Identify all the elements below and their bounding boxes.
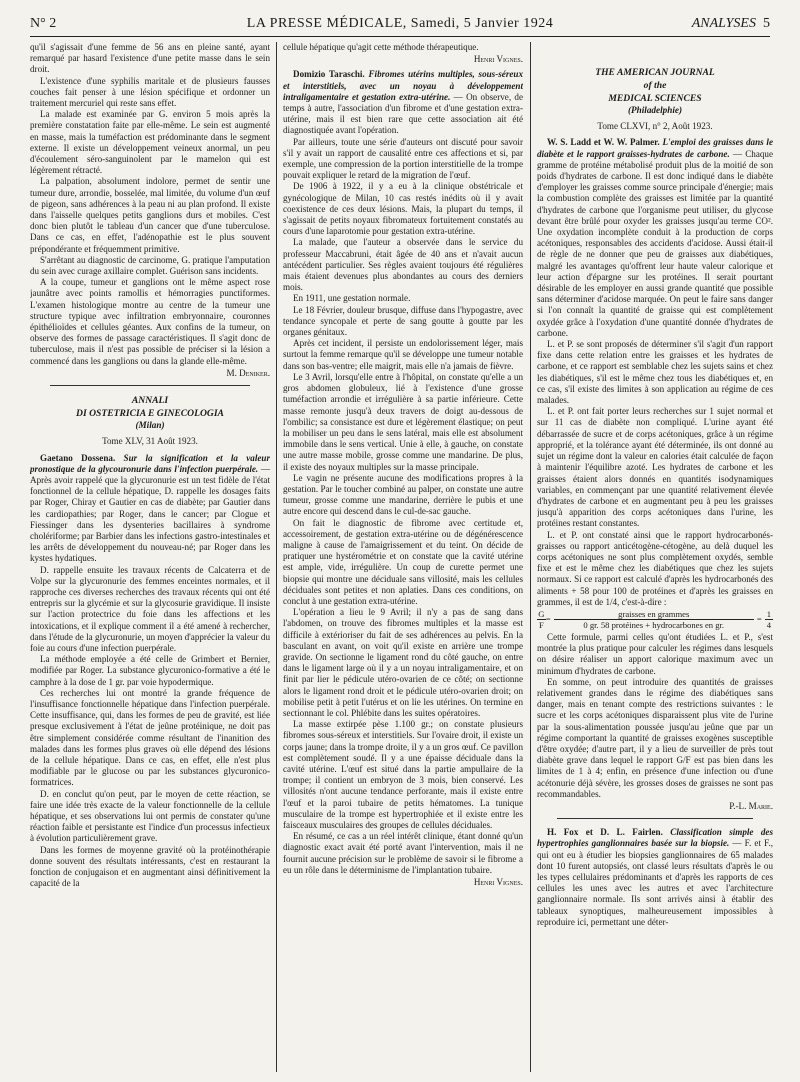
- paragraph: En somme, on peut introduire des quantités de graisses relativement grandes dans le régime des diabétiques sans danger, mais en tenant compte des restrictions suivantes : le sucre et les corps acétoniques disparaissent plus vite de l'urine par la sous-alimentation poussée jusqu'au jeûne que par un régime comportant la quantité de graisses exogènes susceptible d'être oxydée; d'autre part, il y a lieu de surveiller de près tout diabète grave dans lequel le rapport G/F est pas bien dans les limites de 1 à 4; enfin, en présence d'une infection ou d'une acétonurie déjà sévère, les grosses doses de graisses ne sont pas recommandables.: [537, 676, 773, 799]
- article-abstract: [537, 827, 773, 928]
- section-title: ANALYSES 5: [691, 16, 770, 31]
- formula-left-denominator: F: [539, 619, 544, 630]
- paragraph: L. et P. ont constaté ainsi que le rapport hydrocarbonés-graisses ou rapport anticétogène-cétogène, au delà duquel les corps acétoniques ne sont plus complètement oxydés, semble fixe et est le même chez les diabétiques que chez les sujets normaux. Si ce rapport est calculé d'après les hydrocarbonés des aliments + 58 pour 100 de protéines et d'après les graisses en grammes, il est de 1/4, c'est-à-dire :: [537, 529, 773, 607]
- paragraph: Le 3 Avril, lorsqu'elle entre à l'hôpital, on constate qu'elle a un gros abdomen globuleux, lié à l'existence d'une grosse tuméfaction arrondie et irrégulière à sa partie inférieure. Cette masse remonte jusqu'à deux travers de doigt au-dessous de l'ombilic; sa consistance est dure et légèrement élastique; on peut la mobiliser un peu dans le sens latéral, mais elle est absolument immobile dans le sens vertical. Unie à elle, à gauche, on constate une autre masse mobile, grosse comme une mandarine. De plus, il existe des noyaux multiples sur la masse principale.: [283, 371, 523, 472]
- column-3: [537, 42, 773, 1072]
- section-divider: [50, 385, 250, 386]
- formula-denominator: 0 gr. 58 protéines + hydrocarbones en gr.: [554, 619, 754, 630]
- article-abstract: [30, 453, 270, 565]
- paragraph: La palpation, absolument indolore, permet de sentir une tumeur dure, arrondie, bosselée, mal limitée, du volume d'un œuf de pigeon, sans adhérences à la peau ni au plan profond. Il existe dans l'aisselle quelques petits ganglions durs et mobiles. C'est donc bien plutôt le tableau d'un cancer que d'une tuberculose. Dans ce cas, en effet, l'adénopathie est le plus souvent prépondérante et fréquemment primitive.: [30, 176, 270, 254]
- formula: $\frac{G}{F}$ = graisses en grammes 0 gr. 58 protéines + hydrocarbones en gr. = $\frac{1}{4}$: [538, 608, 771, 630]
- author-signature: Henri Vignes.: [473, 877, 523, 888]
- formula-right-denominator: 4: [766, 619, 771, 630]
- paragraph: De 1906 à 1922, il y a eu à la clinique obstétricale et gynécologique de Milan, 10 cas restés inédits où il y avait coexistence de ces deux lésions. Mais, la plupart du temps, il s'agissait de petits noyaux fibromateux fortuitement constatés au cours d'une laparotomie pour gestation extra-utérine.: [283, 181, 523, 237]
- paragraph: L'opération a lieu le 9 Avril; il n'y a pas de sang dans l'abdomen, on trouve des fibromes multiples et la masse est difficile à extérioriser du fait de ses adhérences au pelvis. En la basculant en avant, on voit qu'il existe en arrière une trompe gravide. On sectionne le ligament rond du côté gauche, on entre dans le ligament large où il y a un noyau intraligamentaire, et on finit par lier le pédicule utéro-ovarien de ce côté; on sectionne alors le ligament rond droit et le pédicule utéro-ovarien droit; on mobilise petit à petit l'utérus et on lie les utérines. On termine en sectionnant le col. Phlébite dans les suites opératoires.: [283, 607, 523, 718]
- paragraph: L. et P. se sont proposés de déterminer s'il s'agit d'un rapport fixe dans cette relation entre les graisses et les hydrates de carbone, et ce rapport est semblable chez les sujets sains et chez les diabétiques, s'il est le même chez tous les diabétiques et, en ce cas, s'il existe des limites à son application au régime de ces malades.: [537, 339, 773, 406]
- paragraph: La malade est examinée par G. environ 5 mois après la première constatation faite par elle-même. Le sein est augmenté en masse, mais la tuméfaction est prédominante dans le segment externe. Il existe un développement veineux anormal, un peu d'écoulement séro-sanguinolent par le mamelon qui est légèrement rétracté.: [30, 109, 270, 176]
- column-1: [30, 42, 270, 1072]
- paragraph: Dans les formes de moyenne gravité où la protéinothérapie donne souvent des résultats intéressants, c'est en restaurant la fonction de conjugaison et en augmentant ainsi définitivement la capacité de la: [30, 844, 270, 889]
- author-signature: M. Deniker.: [226, 367, 270, 378]
- article-text: — Chaque gramme de protéine métabolisé produit plus de la moitié de son poids d'hydrates de carbone. Il est donc indiqué dans le diabète d'employer les graisses comme source principale d'énergie; mais la combustion complète des graisses est limitée par la quantité d'hydrates de carbone que l'organisme peut utiliser, du glycose devant être brûlé pour oxyder les graisses jusqu'au terme CO². Une oxydation incomplète conduit à la production de corps acétoniques, responsables des accidents d'acidose. Aussi était-il de règle de ne donner que peu de graisses aux diabétiques, malgré les avantages qu'offrent leur haute valeur calorique et leur action d'épargne sur les protéines. Il serait pourtant désirable de les employer en aussi grande quantité que possible sans déterminer d'acidose marquée. On peut le faire sans danger si l'on connaît la quantité de graisse qui est complètement oxydée grâce à l'oxydation d'une quantité donnée d'hydrates de carbone.: [537, 148, 773, 338]
- paragraph: La masse extirpée pèse 1.100 gr.; on constate plusieurs fibromes sous-séreux et interstitiels. Sur l'ovaire droit, il existe un corps jaune; dans la trompe droite, il y a un gros œuf. Ce pavillon est complètement soudé. Il y a une épaisse déciduale dans la cavité utérine. L'œuf est situé dans la partie ampullaire de la trompe; il contient un embryon de 3 mois, bien conservé. Les villosités n'ont aucune tendance perforante, mais il existe entre l'œuf et la paroi tubaire de petits hématomes. La tunique musculaire de la trompe est hypertrophiée et il existe entre les faisceaux musculaires des groupes de cellules déciduales.: [283, 719, 523, 831]
- paragraph: L. et P. ont fait porter leurs recherches sur 1 sujet normal et sur 11 cas de diabète non compliqué. L'urine ayant été débarrassée de sucre et de corps acétoniques, grâce à un régime approprié, et la tolérance ayant été déterminée, ils ont donné au sujet un régime dont la valeur en calories était calculée de façon à maintenir l'équilibre azoté. Les hydrates de carbone et les graisses étaient alors donnés en quantités isodynamiques variables, en commençant par une quantité relativement élevée d'hydrates de carbone et en augmentant peu à peu les graisses jusqu'à apparition des corps acétoniques dans l'urine, les protéines restant constantes.: [537, 406, 773, 529]
- article-abstract: [537, 137, 773, 339]
- column-2: [283, 42, 523, 1072]
- column-rule: [530, 42, 531, 1072]
- article-text: — F. et F., qui ont eu à étudier les biopsies ganglionnaires de 65 malades dont 10 furent autopsiés, ont classé leurs résultats d'après le ou les types cellulaires prédominants et d'après les rapports de ces cellules les unes avec les autres et avec l'architecture ganglionnaire normale. Ils sont arrivés ainsi à établir des tableaux synoptiques, malheureusement impossibles à reproduire ici, permettant une déter-: [537, 838, 773, 927]
- journal-title: ANNALI: [131, 395, 169, 407]
- section-divider: [557, 818, 753, 819]
- paragraph: Après cet incident, il persiste un endolorissement léger, mais surtout la femme remarque qu'il se développe une tumeur notable dans son bas-ventre; elle maigrit, mais elle n'a jamais de fièvre.: [283, 338, 523, 371]
- journal-city: (Milan): [135, 420, 165, 431]
- article-text: — Après avoir rappelé que la glycuronurie est un test fidèle de l'état fonctionnel de la cellule hépatique, D. rappelle les dosages faits par Roger, Chiray et Gautier en cas de diabète; par Gautier dans les cardiopathies; par Roger, dans le cancer; par Clogue et Fiessinger dans les dysenteries bacillaires à syndrome cholériforme; par Barbier dans les infections gastro-intestinales et les arrêts de développement du nouveau-né; par Roger dans les kystes hydatiques.: [30, 463, 270, 564]
- formula-right-numerator: 1: [766, 608, 771, 619]
- paragraph: A la coupe, tumeur et ganglions ont le même aspect rose jaunâtre avec points ramollis et hémorragies punctiformes. L'examen histologique montre au centre de la tumeur une structure typique avec infiltration embryonnaire, couronnes épithélioïdes et cellules géantes. Aux confins de la tumeur, on observe des formes de passage caractéristiques. Il s'agit donc de tuberculose, mais il n'est pas possible de préciser si la lésion a commencé dans les ganglions ou dans la glande elle-même.: [30, 277, 270, 366]
- paragraph: D. rappelle ensuite les travaux récents de Calcaterra et de Volpe sur la glycuronurie des femmes enceintes normales, et il rapproche ces diverses recherches des travaux récents qui ont été entrepris sur la glycémie et sur la glycosurie gravidique. Il insiste sur l'action protectrice du foie dans les affections et les intoxications, et il explique comment il a été amené à rechercher, dans l'étude de la glycuronurie, un moyen d'apprécier la valeur du foie au cours d'une infection puerpérale.: [30, 564, 270, 653]
- paragraph: Le vagin ne présente aucune des modifications propres à la gestation. Par le toucher combiné au palper, on constate une autre tumeur, grosse comme une mandarine, derrière le pubis et une autre encore qui descend dans le cul-de-sac gauche.: [283, 472, 523, 517]
- formula-left-numerator: G: [538, 608, 545, 619]
- article-author: Gaetano Dossena.: [40, 452, 116, 463]
- column-rule: [276, 42, 277, 1072]
- journal-issue: Tome XLV, 31 Août 1923.: [102, 436, 198, 447]
- author-signature: P.-L. Marie.: [729, 800, 773, 811]
- journal-title: THE AMERICAN JOURNAL: [595, 67, 715, 78]
- article-title: L'emploi des graisses dans le diabète et le rapport graisses-hydrates de carbone.: [537, 137, 773, 159]
- journal-title: of the: [643, 80, 667, 91]
- paragraph: La méthode employée a été celle de Grimbert et Bernier, modifiée par Roger. La substance glycuronico-formative a été le camphre à la dose de 1 gr. par voie hypodermique.: [30, 654, 270, 687]
- article-author: W. S. Ladd et W. W. Palmer.: [547, 137, 660, 148]
- paragraph: La malade, que l'auteur a observée dans le service du professeur Maccabruni, était âgée de 40 ans et n'avait aucun antécédent particulier. Ses règles avaient toujours été régulières mais étaient devenues plus abondantes au cours des derniers mois.: [283, 237, 523, 293]
- paragraph: En résumé, ce cas a un réel intérêt clinique, étant donné qu'un diagnostic exact avait été porté avant l'intervention, mais il ne fournit aucune précision sur le problème de savoir si le fibrome a eu un rôle dans le déterminisme de l'implantation tubaire.: [283, 831, 523, 875]
- article-author: Domizio Taraschi.: [293, 69, 365, 80]
- article-author: H. Fox et D. L. Fairlen.: [547, 827, 663, 838]
- article-title: Sur la signification et la valeur pronostique de la glycouronurie dans l'infection puerpérale.: [30, 452, 270, 474]
- paragraph: Cette formule, parmi celles qu'ont étudiées L. et P., s'est montrée la plus pratique pour calculer les régimes dans lesquels on désire réaliser un apport calorique maximum avec un minimum d'hydrates de carbone.: [537, 631, 773, 676]
- issue-number: N° 2: [30, 16, 57, 31]
- formula-numerator: graisses en grammes: [618, 608, 690, 619]
- article-text: — On observe, de temps à autre, l'association d'un fibrome et d'une gestation extra-utérine, mais il est bien rare que cette association ait été diagnostiquée avant l'opération.: [283, 91, 523, 136]
- article-title: Fibromes utérins multiples, sous-séreux et interstitiels, avec un noyau à développement intraligamentaire et gestation extra-utérine.: [283, 69, 523, 102]
- author-signature: Henri Vignes.: [473, 54, 523, 65]
- paragraph: D. en conclut qu'on peut, par le moyen de cette réaction, se faire une idée très exacte de la valeur fonctionnelle de la cellule hépatique, et ses observations lui ont permis de constater qu'une réaction faible et persistante est l'indice d'un processus infectieux à évolution particulièrement grave.: [30, 788, 270, 844]
- paragraph: Le 18 Février, douleur brusque, diffuse dans l'hypogastre, avec tendance syncopale et perte de sang goutte à goutte par les organes génitaux.: [283, 304, 523, 338]
- article-abstract: [283, 69, 523, 136]
- paragraph: En 1911, une gestation normale.: [293, 293, 411, 304]
- page-header: [30, 14, 770, 37]
- journal-title: DI OSTETRICIA E GINECOLOGIA: [76, 408, 224, 420]
- paragraph: On fait le diagnostic de fibrome avec certitude et, accessoirement, de gestation extra-utérine ou de dégénérescence maligne à cause de l'amaigrissement et du teint. On décide de pratiquer une hystérométrie et on constate que la cavité utérine est ample, vide, irrégulière. Un coup de curette permet une biopsie qui montre une déciduale sans villosité, mais les cellules déciduales sont petites et non aplaties. Dans ces conditions, on conclut à une gestation extra-utérine.: [283, 517, 523, 606]
- masthead: LA PRESSE MÉDICALE, Samedi, 5 Janvier 1924: [246, 16, 554, 31]
- journal-title: MEDICAL SCIENCES: [608, 93, 702, 104]
- paragraph: S'arrêtant au diagnostic de carcinome, G. pratique l'amputation du sein avec curage axillaire complet. Guérison sans incidents.: [30, 254, 270, 277]
- journal-issue: Tome CLXVI, n° 2, Août 1923.: [597, 121, 713, 132]
- article-title: Classification simple des hypertrophies ganglionnaires basée sur la biopsie.: [537, 827, 773, 849]
- paragraph: Par ailleurs, toute une série d'auteurs ont discuté pour savoir s'il y avait un rapport de causalité entre ces affections et si, par exemple, une compression de la portion interstitielle de la trompe pouvait expliquer le retard de la migration de l'œuf.: [283, 136, 523, 181]
- paragraph: cellule hépatique qu'agit cette méthode thérapeutique.: [283, 42, 479, 52]
- paragraph: qu'il s'agissait d'une femme de 56 ans en pleine santé, ayant remarqué par hasard l'existence d'une petite masse dans le sein droit.: [30, 42, 270, 75]
- paragraph: Ces recherches lui ont montré la grande fréquence de l'insuffisance fonctionnelle hépatique dans l'infection puerpérale. Cette insuffisance, qui, dans les formes de peu de gravité, est liée presque exclusivement à l'état de jeûne protéinique, ne doit pas être simplement considérée comme résultant de l'inanition des malades dans les formes plus graves où elle dépend des lésions de la cellule hépatique. Dans ce cas, en effet, elle n'est plus modifiable par le glucose ou par les substances glycuronico-formatrices.: [30, 687, 270, 788]
- paragraph: L'existence d'une syphilis maritale et de plusieurs fausses couches fait penser à une lésion spécifique et ordonner un traitement mercuriel qui reste sans effet.: [30, 75, 270, 109]
- journal-city: (Philadelphie): [627, 105, 683, 115]
